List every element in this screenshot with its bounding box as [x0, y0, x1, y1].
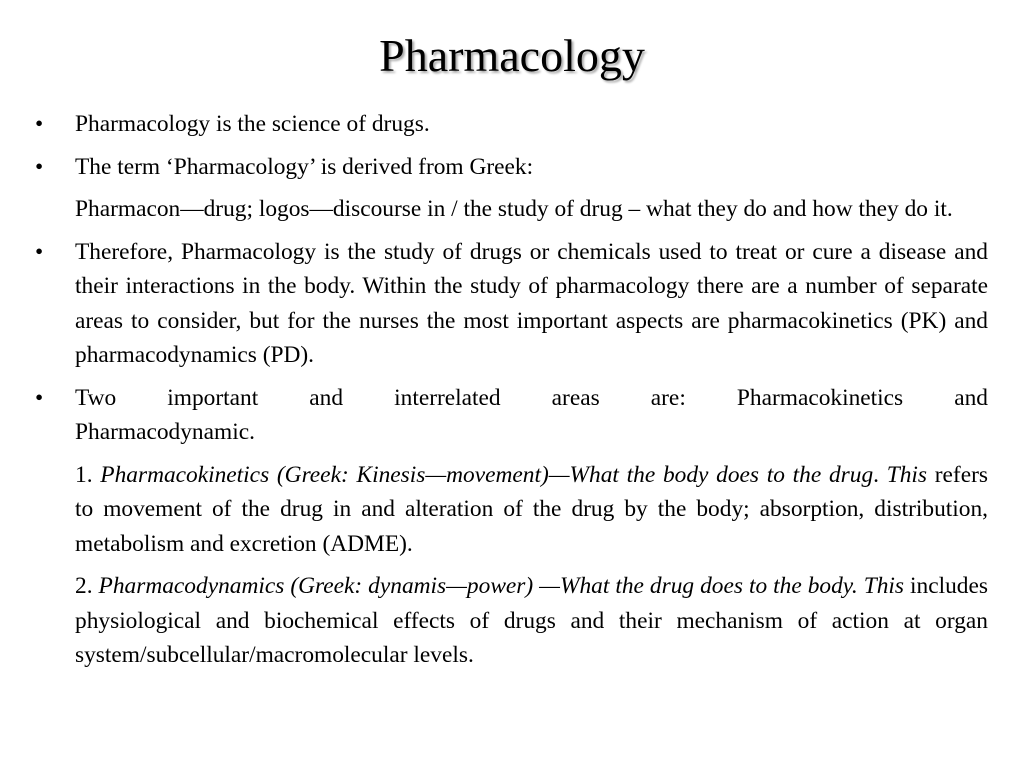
item-italic-lead: Pharmacodynamics (Greek: dynamis—power) —What the drug does to the body. This — [98, 573, 905, 599]
bullet-item — [35, 381, 988, 450]
bullet-word: Two — [75, 384, 117, 411]
item-italic-lead: Pharmacokinetics (Greek: Kinesis—movement)—What the body does to the drug — [100, 461, 874, 488]
bullet-word: Pharmacokinetics — [736, 384, 904, 411]
slide-body — [35, 107, 988, 673]
bullet-item — [35, 150, 988, 185]
numbered-item — [35, 458, 988, 562]
item-text: refers to movement of the drug in and alteration of the drug by the body; absorption, distribution, metabolism and excretion (ADME). — [75, 461, 988, 557]
bullet-word: important — [167, 384, 259, 411]
item-number: 2. — [75, 573, 93, 599]
item-text: includes physiological and biochemical effects of drugs and their mechanism of action at organ system/subcellular/macromolecular levels. — [75, 573, 988, 668]
bullet-item — [35, 235, 988, 373]
bullet-word: are: — [650, 384, 686, 411]
item-punct: . — [873, 461, 887, 488]
bullet-word: and — [954, 384, 988, 411]
item-italic-this: This — [886, 461, 928, 488]
bullet-word: areas — [551, 384, 600, 411]
bullet-icon: • — [35, 238, 44, 265]
bullet-text: The term ‘Pharmacology’ is derived from Greek: — [75, 153, 534, 180]
item-number: 1. — [75, 461, 93, 488]
numbered-item — [35, 569, 988, 673]
bullet-text-line: Pharmacodynamic. — [75, 419, 255, 445]
bullet-item — [35, 107, 988, 142]
bullet-word: and — [309, 384, 344, 411]
etymology-paragraph: Pharmacon—drug; logos—discourse in / the study of drug – what they do and how they do it. — [75, 196, 953, 222]
bullet-text: Pharmacology is the science of drugs. — [75, 111, 430, 137]
bullet-word: interrelated — [394, 384, 501, 411]
bullet-icon: • — [35, 384, 44, 411]
bullet-icon: • — [35, 111, 44, 137]
bullet-text: Therefore, Pharmacology is the study of drugs or chemicals used to treat or cure a disease and their interactions in the body. Within the study of pharmacology there are a number of separate areas to consider, but for the nurses the most important aspects are pharmacokinetics (PK) and pharmacodynamics (PD). — [75, 238, 988, 368]
bullet-icon: • — [35, 153, 44, 180]
slide-title: Pharmacology — [379, 30, 645, 81]
bullet-text-line — [75, 381, 988, 416]
